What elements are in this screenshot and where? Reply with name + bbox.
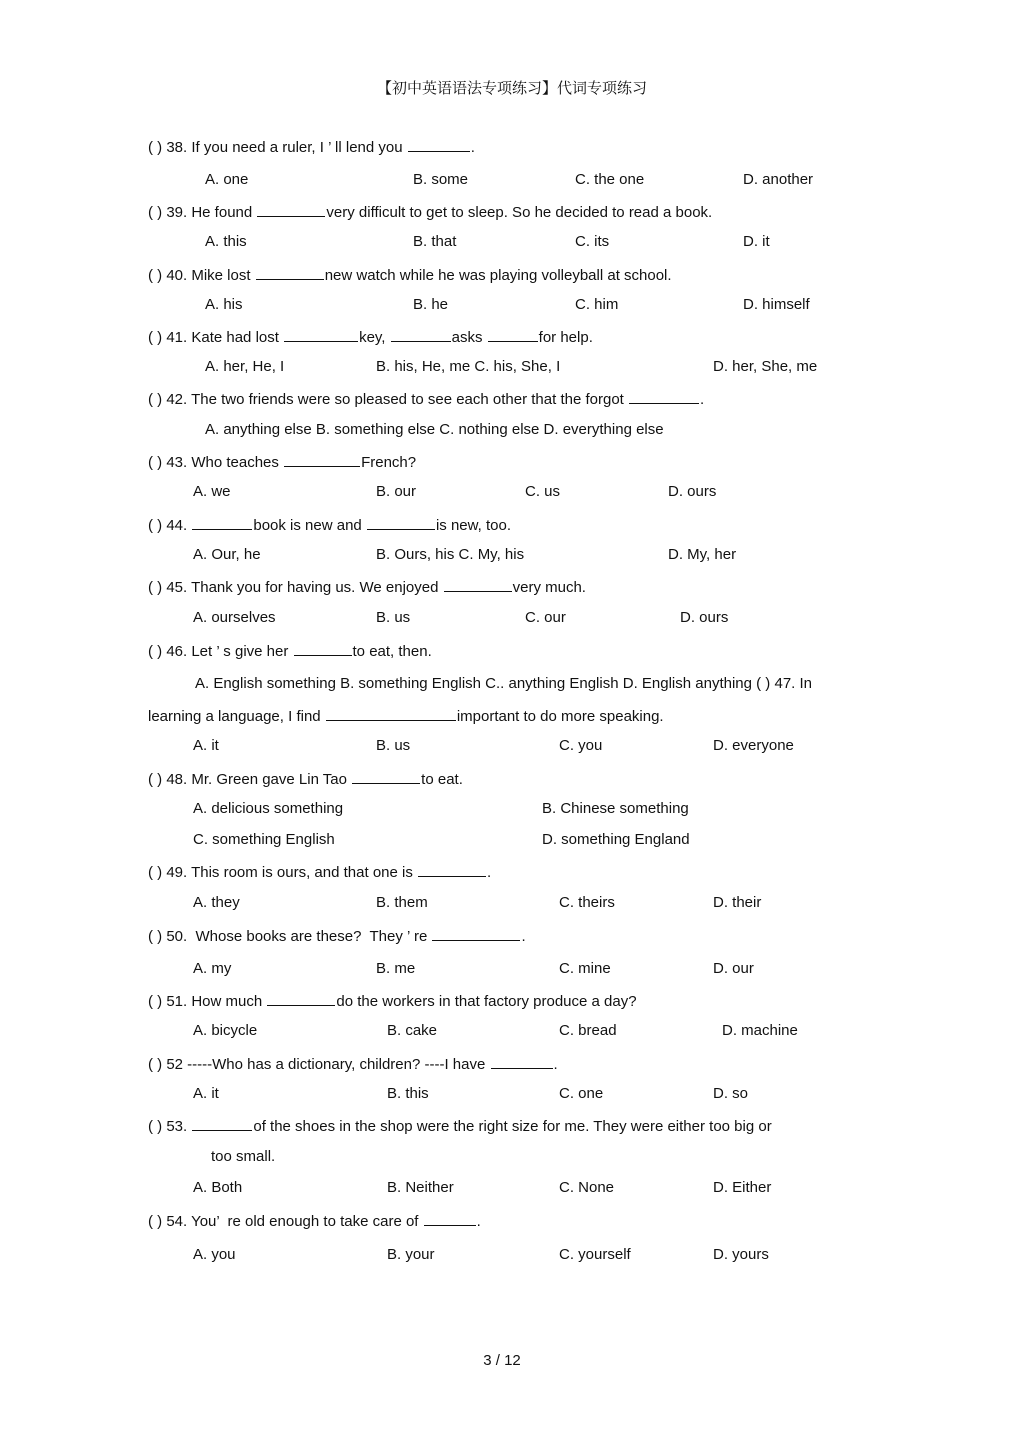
answer-blank xyxy=(488,326,538,342)
option-a: A. this xyxy=(205,233,247,250)
question-53: ( ) 53. of the shoes in the shop were the right size for me. They were either too big or xyxy=(148,1115,772,1137)
answer-blank xyxy=(408,136,470,152)
option-b-c: B. his, He, me C. his, She, I xyxy=(376,358,561,375)
option-b: B. our xyxy=(376,483,417,500)
option-d: D. ours xyxy=(680,609,729,626)
question-52: ( ) 52 -----Who has a dictionary, children? ----I have . xyxy=(148,1053,558,1075)
option-d: D. our xyxy=(713,960,754,977)
option-b: B. us xyxy=(376,609,411,626)
option-a: A. Both xyxy=(193,1179,243,1196)
question-43: ( ) 43. Who teaches French? xyxy=(148,451,416,473)
option-c: C. us xyxy=(525,483,561,500)
answer-blank xyxy=(267,990,335,1006)
answer-blank xyxy=(629,388,699,404)
question-39: ( ) 39. He found very difficult to get to sleep. So he decided to read a book. xyxy=(148,201,712,223)
option-b: B. your xyxy=(387,1246,435,1263)
option-a: A. we xyxy=(193,483,231,500)
option-c: C. mine xyxy=(559,960,611,977)
option-c: C. one xyxy=(559,1085,604,1102)
option-a: A. her, He, I xyxy=(205,358,285,375)
option-b: B. he xyxy=(413,296,449,313)
option-d: D. their xyxy=(713,894,762,911)
option-a: A. my xyxy=(193,960,232,977)
option-c: C. None xyxy=(559,1179,615,1196)
answer-blank xyxy=(491,1053,553,1069)
question-49: ( ) 49. This room is ours, and that one is . xyxy=(148,861,491,883)
question-54: ( ) 54. You’ re old enough to take care of . xyxy=(148,1210,481,1232)
question-42: ( ) 42. The two friends were so pleased to see each other that the forgot . xyxy=(148,388,704,410)
option-c: C. yourself xyxy=(559,1246,631,1263)
option-c: C. its xyxy=(575,233,610,250)
option-b: B. that xyxy=(413,233,457,250)
answer-blank xyxy=(444,576,512,592)
option-c: C. our xyxy=(525,609,566,626)
option-d: D. yours xyxy=(713,1246,769,1263)
option-a: A. one xyxy=(205,171,249,188)
option-b: B. Chinese something xyxy=(542,800,689,817)
option-c: C. something English xyxy=(193,831,335,848)
option-b-c: B. Ours, his C. My, his xyxy=(376,546,525,563)
option-d: D. something England xyxy=(542,831,690,848)
question-46: ( ) 46. Let ’ s give her to eat, then. xyxy=(148,640,432,662)
answer-blank xyxy=(432,925,520,941)
question-48: ( ) 48. Mr. Green gave Lin Tao to eat. xyxy=(148,768,463,790)
option-a: A. delicious something xyxy=(193,800,344,817)
answer-blank xyxy=(352,768,420,784)
answer-blank xyxy=(284,326,358,342)
option-b: B. us xyxy=(376,737,411,754)
option-a: A. ourselves xyxy=(193,609,276,626)
question-45: ( ) 45. Thank you for having us. We enjoyed very much. xyxy=(148,576,586,598)
answer-blank xyxy=(367,514,435,530)
question-40: ( ) 40. Mike lost new watch while he was playing volleyball at school. xyxy=(148,264,672,286)
answer-blank xyxy=(326,705,456,721)
page-title: 【初中英语语法专项练习】代词专项练习 xyxy=(376,79,647,97)
option-a: A. bicycle xyxy=(193,1022,258,1039)
option-a: A. they xyxy=(193,894,240,911)
question-41: ( ) 41. Kate had lost key, asks for help. xyxy=(148,326,593,348)
question-38: ( ) 38. If you need a ruler, I ’ ll lend you . xyxy=(148,136,475,158)
question-44: ( ) 44. book is new and is new, too. xyxy=(148,514,511,536)
option-a: A. you xyxy=(193,1246,236,1263)
question-50: ( ) 50. Whose books are these? They ’ re . xyxy=(148,925,526,947)
answer-blank xyxy=(418,861,486,877)
option-a: A. it xyxy=(193,1085,219,1102)
option-d: D. machine xyxy=(722,1022,798,1039)
option-c: C. theirs xyxy=(559,894,615,911)
answer-blank xyxy=(192,514,252,530)
option-c: C. the one xyxy=(575,171,645,188)
option-a: A. his xyxy=(205,296,243,313)
answer-blank xyxy=(284,451,360,467)
option-b: B. some xyxy=(413,171,469,188)
answer-blank xyxy=(294,640,352,656)
option-d: D. ours xyxy=(668,483,717,500)
option-b: B. cake xyxy=(387,1022,438,1039)
option-c: C. him xyxy=(575,296,619,313)
option-d: D. another xyxy=(743,171,814,188)
options-a-d: A. English something B. something English C.. anything English D. English anything ( ) 47. In xyxy=(195,675,812,692)
option-d: D. himself xyxy=(743,296,810,313)
question-51: ( ) 51. How much do the workers in that factory produce a day? xyxy=(148,990,637,1012)
option-b: B. this xyxy=(387,1085,429,1102)
option-d: D. her, She, me xyxy=(713,358,818,375)
question-47: learning a language, I find important to do more speaking. xyxy=(148,705,664,727)
answer-blank xyxy=(424,1210,476,1226)
answer-blank xyxy=(257,201,325,217)
option-d: D. it xyxy=(743,233,770,250)
question-53-continuation: too small. xyxy=(211,1148,276,1165)
option-a: A. it xyxy=(193,737,219,754)
options-a-d: A. anything else B. something else C. nothing else D. everything else xyxy=(205,421,664,438)
option-c: C. bread xyxy=(559,1022,617,1039)
option-d: D. everyone xyxy=(713,737,794,754)
option-c: C. you xyxy=(559,737,603,754)
answer-blank xyxy=(192,1115,252,1131)
option-d: D. My, her xyxy=(668,546,737,563)
option-b: B. them xyxy=(376,894,428,911)
answer-blank xyxy=(256,264,324,280)
page-number: 3 / 12 xyxy=(483,1352,521,1369)
option-b: B. me xyxy=(376,960,416,977)
option-b: B. Neither xyxy=(387,1179,454,1196)
answer-blank xyxy=(391,326,451,342)
option-d: D. Either xyxy=(713,1179,772,1196)
option-d: D. so xyxy=(713,1085,749,1102)
option-a: A. Our, he xyxy=(193,546,261,563)
